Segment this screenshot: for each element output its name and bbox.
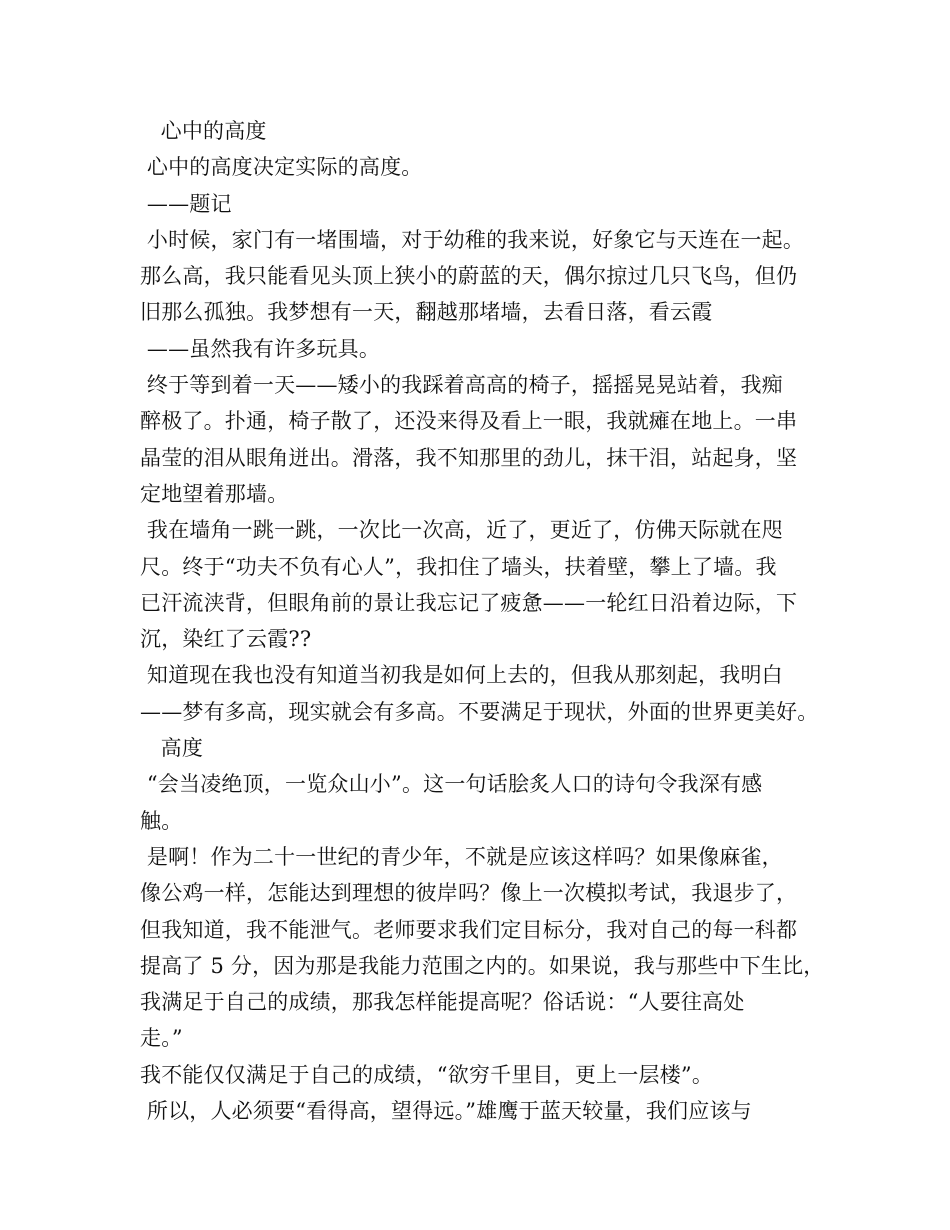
text-line: 提高了 5 分，因为那是我能力范围之内的。如果说，我与那些中下生比， <box>140 953 825 978</box>
text-line: ——虽然我有许多玩具。 <box>140 336 381 361</box>
text-line: 尺。终于“功夫不负有心人”，我扣住了墙头，扶着壁，攀上了墙。我 <box>140 554 777 579</box>
text-line: “会当凌绝顶，一览众山小”。这一句话脍炙人口的诗句令我深有感 <box>140 772 763 797</box>
document-body <box>140 113 830 1129</box>
text-line: 旧那么孤独。我梦想有一天，翻越那堵墙，去看日落，看云霞 <box>140 300 713 325</box>
title-line: 心中的高度 <box>140 119 267 143</box>
text-line: 醉极了。扑通，椅子散了，还没来得及看上一眼，我就瘫在地上。一串 <box>140 409 798 434</box>
text-line: 知道现在我也没有知道当初我是如何上去的，但我从那刻起，我明白 <box>140 663 783 688</box>
text-line: 小时候，家门有一堵围墙，对于幼稚的我来说，好象它与天连在一起。 <box>140 227 805 252</box>
text-line: 定地望着那墙。 <box>140 481 289 506</box>
text-line: 所以，人必须要“看得高，望得远。”雄鹰于蓝天较量，我们应该与 <box>140 1099 752 1124</box>
text-line: ——题记 <box>140 191 232 216</box>
text-line: 心中的高度决定实际的高度。 <box>140 155 423 180</box>
text-line: 晶莹的泪从眼角迸出。滑落，我不知那里的劲儿，抹干泪，站起身，坚 <box>140 445 798 470</box>
text-line: 我满足于自己的成绩，那我怎样能提高呢？俗话说：“人要往高处 <box>140 990 745 1015</box>
text-line: 走。” <box>140 1026 183 1051</box>
text-line: 但我知道，我不能泄气。老师要求我们定目标分，我对自己的每一科都 <box>140 917 798 942</box>
text-line: 沉，染红了云霞?? <box>140 627 312 652</box>
text-line: 那么高，我只能看见头顶上狭小的蔚蓝的天，偶尔掠过几只飞鸟，但仍 <box>140 264 798 289</box>
text-line: 我在墙角一跳一跳，一次比一次高，近了，更近了，仿佛天际就在咫 <box>140 518 783 543</box>
text-line: 已汗流浃背，但眼角前的景让我忘记了疲惫——一轮红日沿着边际，下 <box>140 590 798 615</box>
text-line: 触。 <box>140 808 183 833</box>
text-line: 像公鸡一样，怎能达到理想的彼岸吗？像上一次模拟考试，我退步了， <box>140 881 798 906</box>
text-line: 我不能仅仅满足于自己的成绩，“欲穷千里目，更上一层楼”。 <box>140 1062 714 1087</box>
section-heading-line: 高度 <box>140 736 204 761</box>
text-line: ——梦有多高，现实就会有多高。不要满足于现状，外面的世界更美好。 <box>140 699 819 724</box>
text-line: 终于等到着一天——矮小的我踩着高高的椅子，摇摇晃晃站着，我痴 <box>140 373 783 398</box>
text-line: 是啊！作为二十一世纪的青少年，不就是应该这样吗？如果像麻雀， <box>140 844 783 869</box>
